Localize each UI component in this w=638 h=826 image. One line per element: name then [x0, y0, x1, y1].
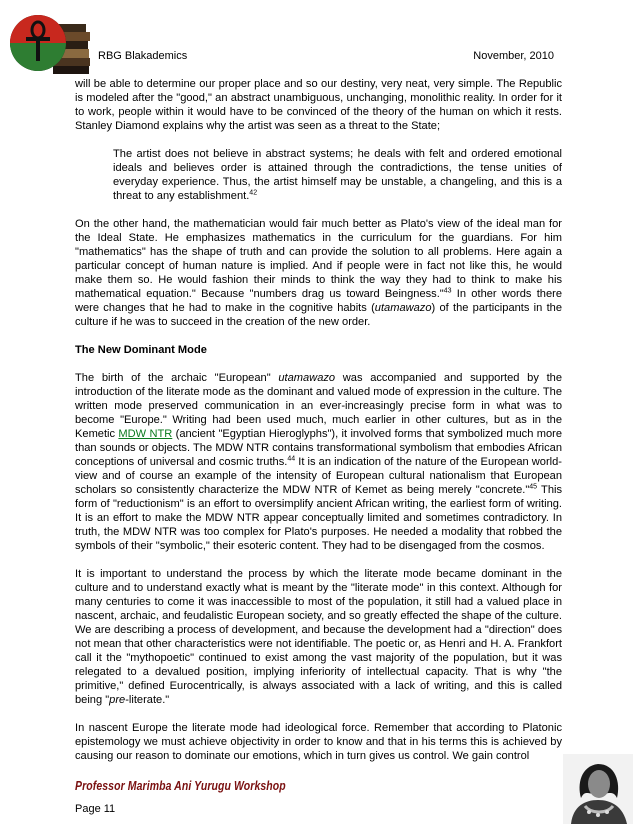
paragraph: It is important to understand the process by which the literate mode became dominant in the culture and to understand exactly what is meant by the "literate mode" in this context. Although for many centuries to come it was inaccessible to most of the population, it still had a valued place in nascent, archaic, and feudalistic European society, and so greatly effected the shape of the culture. We are describing a process of development, and because the development had a "direction" does not mean that other characteristics were not identifiable. The poetic or, as Henri and H. A. Frankfort call it the "mythopoetic" continued to exist among the vast majority of the population, but it was relegated to a devalued position, implying inferiority of intellectual capacity. That is why "the primitive," defined Eurocentrically, is always associated with a lack of writing, and this is called being "pre-literate." [75, 568, 562, 706]
section-heading: The New Dominant Mode [75, 344, 207, 356]
paragraph: will be able to determine our proper place and so our destiny, very neat, very simple. The Republic is modeled after the "good," an abstract unambiguous, unchanging, monolithic reality. In order for it to work, people within it would have to be convinced of the theory of the human on which it rests. Stanley Diamond explains why the artist was seen as a threat to the State; [75, 78, 562, 132]
document-body [75, 77, 562, 777]
footnote-ref[interactable]: 43 [443, 287, 452, 295]
footnote-ref[interactable]: 45 [529, 483, 538, 491]
footer-title: Professor Marimba Ani Yurugu Workshop [75, 779, 286, 793]
paragraph: In nascent Europe the literate mode had ideological force. Remember that according to Platonic epistemology we must achieve objectivity in order to know and that in his terms this is achieved by causing our reason to dominate our emotions, which in turn gives us control. We gain control [75, 722, 562, 762]
paragraph: The birth of the archaic "European" utamawazo was accompanied and supported by the introduction of the literate mode as the dominant and valued mode of expression in the culture. The written mode preserved communication in an ever-increasingly precise form in what was to become "Europe." Writing had been used much, much earlier in other cultures, but as in the Kemetic MDW NTR (ancient "Egyptian Hieroglyphs"), it involved forms that symbolized much more than sounds or objects. The MDW NTR contains transformational symbolism that embodies African conceptions of universal and cosmic truths.$^{44}$ It is an indication of the nature of the European world-view and of course an example of the intensity of European cultural nationalism that European scholars so consistently characterize the MDW NTR of Kemet as being merely "concrete."$^{45}$ This form of "reductionism" is an effort to oversimplify ancient African writing, the earliest form of writing. It is an effort to make the MDW NTR appear conceptually limited and sometimes contradictory. In truth, the MDW NTR was too complex for Plato's purposes. He needed a modality that robbed the symbols of their "symbolic," their esoteric content. They had to be disengaged from the cosmos. [75, 372, 563, 552]
header-org: RBG Blakademics [98, 50, 188, 62]
paragraph: On the other hand, the mathematician would fair much better as Plato's view of the ideal man for the Ideal State. He emphasizes mathematics in the curriculum for the guardians. For him "mathematics" has the shape of truth and can provide the solution to all problems. Here again a particular concept of human nature is implied. And if people were in fact not like this, he would make them so. He would fashion their minds to think the way they had to think to make his mathematical equation." Because "numbers drag us toward Beingness."$^{43}$ In other words there were changes that he had to make in the cognitive habits (utamawazo) of the participants in the culture if he was to succeed in the creation of the new order. [75, 218, 563, 328]
author-portrait-icon [563, 754, 633, 824]
mdw-ntr-link[interactable]: MDW NTR [118, 428, 173, 440]
page-number: Page 11 [75, 803, 116, 815]
footnote-ref[interactable]: 44 [287, 455, 296, 463]
rbg-logo-icon [8, 10, 94, 76]
footnote-ref[interactable]: 42 [249, 189, 258, 197]
header-date: November, 2010 [473, 50, 554, 62]
block-quote: The artist does not believe in abstract systems; he deals with felt and ordered emotional ideals and believes order is attained through the contradictions, the tense unities of everyday experience. Thus, the artist himself may be unstable, a changeling, and this is a threat to any establishment.$^{42}$ [113, 148, 562, 202]
